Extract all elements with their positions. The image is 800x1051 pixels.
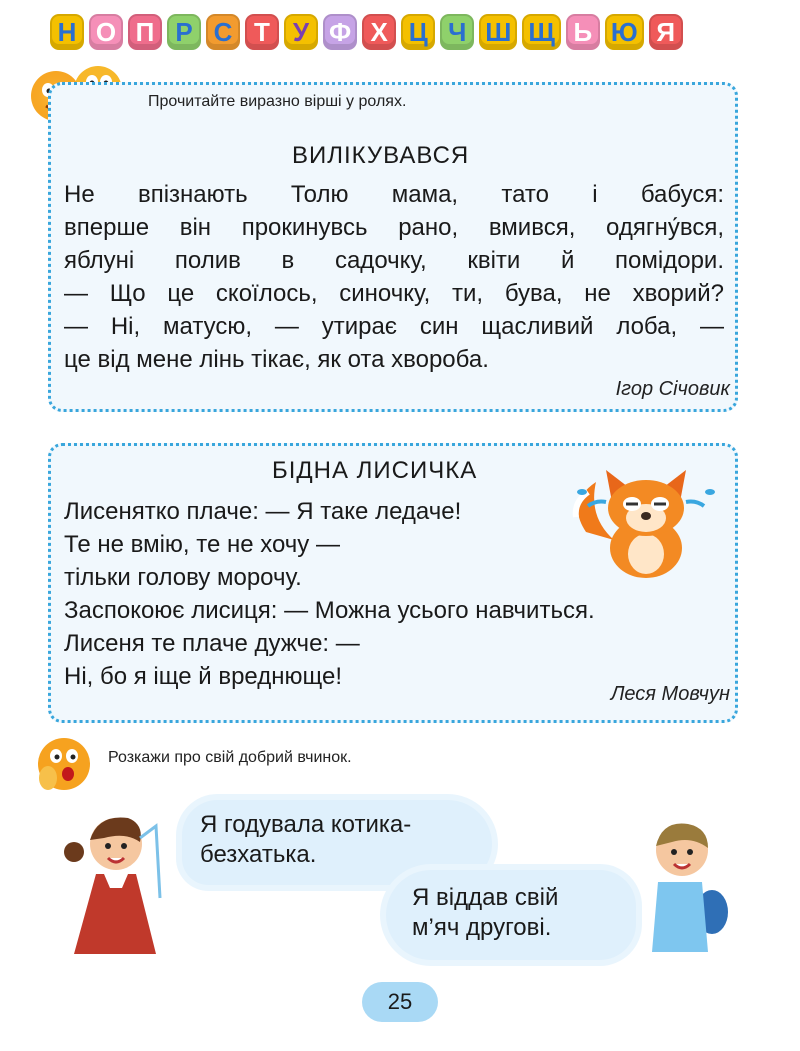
speech-line: безхатька. (200, 841, 317, 868)
poem-line: яблуні полив в садочку, квіти й помідори. (64, 247, 724, 274)
alphabet-letter-tile: Ч (440, 14, 474, 50)
task-instruction-1: Прочитайте виразно вірші у ролях. (148, 93, 407, 110)
poem-line: — Ні, матусю, — утирає син щасливий лоба, — (64, 313, 724, 340)
poem-author-2: Леся Мовчун (610, 683, 730, 705)
alphabet-letter-tile: Ц (401, 14, 435, 50)
task-instruction-2: Розкажи про свій добрий вчинок. (108, 749, 352, 766)
alphabet-letter-tile: Н (50, 14, 84, 50)
speech-text-boy (412, 883, 558, 943)
poem-line: Заспокоює лисиця: — Можна усього навчиться. (64, 597, 595, 624)
alphabet-letter-tile: Ш (479, 14, 517, 50)
crying-fox-illustration (566, 462, 726, 582)
poem-line: Не впізнають Толю мама, тато і бабуся: (64, 181, 724, 208)
alphabet-letter-tile: Щ (522, 14, 561, 50)
girl-illustration (56, 808, 196, 958)
poem-line: Лисенятко плаче: — Я таке ледаче! (64, 498, 462, 525)
alphabet-letter-tile: О (89, 14, 123, 50)
alphabet-letter-tile: У (284, 14, 318, 50)
poem-1-text (64, 178, 724, 376)
alphabet-letter-tile: Я (649, 14, 683, 50)
alphabet-letter-tile: Х (362, 14, 396, 50)
poem-author-1: Ігор Січовик (615, 378, 730, 400)
page-number: 25 (362, 982, 438, 1022)
speech-line: Я віддав свій (412, 884, 559, 911)
poem-line: Ні, бо я іще й вреднюще! (64, 663, 342, 690)
poem-line: — Що це скоїлось, синочку, ти, бува, не хворий? (64, 280, 724, 307)
speech-line: м’яч другові. (412, 914, 552, 941)
poem-line: Лисеня те плаче дужче: — (64, 630, 360, 657)
poem-line: Те не вмію, те не хочу — (64, 531, 340, 558)
speech-text-girl (200, 810, 411, 870)
alphabet-letter-tile: Ю (605, 14, 644, 50)
poem-line: вперше він прокинувсь рано, вмився, одягну́вся, (64, 214, 724, 241)
alphabet-strip (50, 14, 750, 56)
boy-illustration (642, 816, 732, 956)
alphabet-letter-tile: Р (167, 14, 201, 50)
alphabet-letter-tile: С (206, 14, 240, 50)
poem-line: це від мене лінь тікає, як ота хвороба. (64, 346, 489, 373)
alphabet-letter-tile: Ф (323, 14, 357, 50)
poem-line: тільки голову морочу. (64, 564, 302, 591)
speech-line: Я годувала котика- (200, 811, 412, 838)
poem-title-2: БІДНА ЛИСИЧКА (272, 457, 478, 484)
alphabet-letter-tile: П (128, 14, 162, 50)
alphabet-letter-tile: Ь (566, 14, 600, 50)
thinking-emoji-icon (34, 734, 94, 796)
alphabet-letter-tile: Т (245, 14, 279, 50)
poem-title-1: ВИЛІКУВАВСЯ (292, 142, 470, 169)
